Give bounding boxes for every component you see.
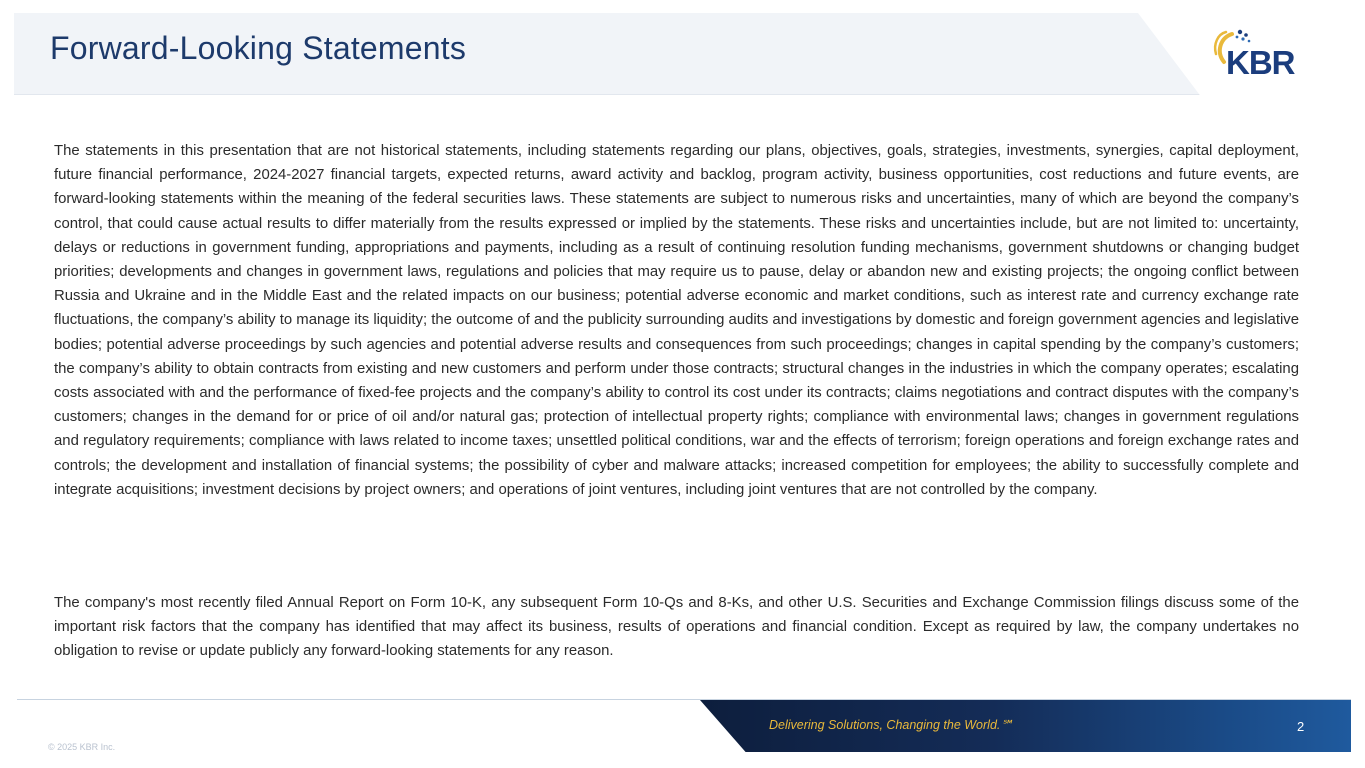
page-title: Forward-Looking Statements <box>50 30 467 66</box>
logo-wordmark: KBR <box>1226 44 1295 81</box>
copyright-notice: © 2025 KBR Inc. <box>48 742 116 752</box>
disclaimer-paragraph-1: The statements in this presentation that are not historical statements, including statements regarding our plans, objectives, goals, strategies, investments, synergies, capital deployment, future financial performance, 2024-2027 financial targets, expected returns, award activity and backlog, program activity, business opportunities, cost reductions and future events, are forward-looking statements within the meaning of the federal securities laws. These statements are subject to numerous risks and uncertainties, many of which are beyond the company’s control, that could cause actual results to differ materially from the results expressed or implied by the statements. These risks and uncertainties include, but are not limited to: uncertainty, delays or reductions in government funding, appropriations and payments, including as a result of continuing resolution funding mechanisms, government shutdowns or changing budget priorities; developments and changes in government laws, regulations and policies that may require us to pause, delay or abandon new and existing projects; the ongoing conflict between Russia and Ukraine and in the Middle East and the related impacts on our business; potential adverse economic and market conditions, such as interest rate and currency exchange rate fluctuations, the company’s ability to manage its liquidity; the outcome of and the publicity surrounding audits and investigations by domestic and foreign government agencies and legislative bodies; potential adverse proceedings by such agencies and potential adverse results and consequences from such proceedings; changes in capital spending by the company’s customers; the company’s ability to obtain contracts from existing and new customers and perform under those contracts; structural changes in the industries in which the company operates; escalating costs associated with and the performance of fixed-fee projects and the company’s ability to control its cost under its contracts; claims negotiations and contract disputes with the company’s customers; changes in the demand for or price of oil and/or natural gas; protection of intellectual property rights; compliance with environmental laws; changes in government regulations and regulatory requirements; compliance with laws related to income taxes; unsettled political conditions, war and the effects of terrorism; foreign operations and foreign exchange rates and controls; the development and installation of financial systems; the possibility of cyber and malware attacks; increased competition for employees; the ability to successfully complete and integrate acquisitions; investment decisions by project owners; and operations of joint ventures, including joint ventures that are not controlled by the company. <box>54 143 1299 498</box>
footer-tagline: Delivering Solutions, Changing the World.℠ <box>769 718 1014 732</box>
page-number: 2 <box>1297 719 1305 734</box>
disclaimer-paragraph-2: The company's most recently filed Annual Report on Form 10-K, any subsequent Form 10-Qs and 8-Ks, and other U.S. Securities and Exchange Commission filings discuss some of the important risk factors that the company has identified that may affect its business, results of operations and financial condition. Except as required by law, the company undertakes no obligation to revise or update publicly any forward-looking statements for any reason. <box>54 595 1299 660</box>
footer-divider <box>17 699 1351 700</box>
